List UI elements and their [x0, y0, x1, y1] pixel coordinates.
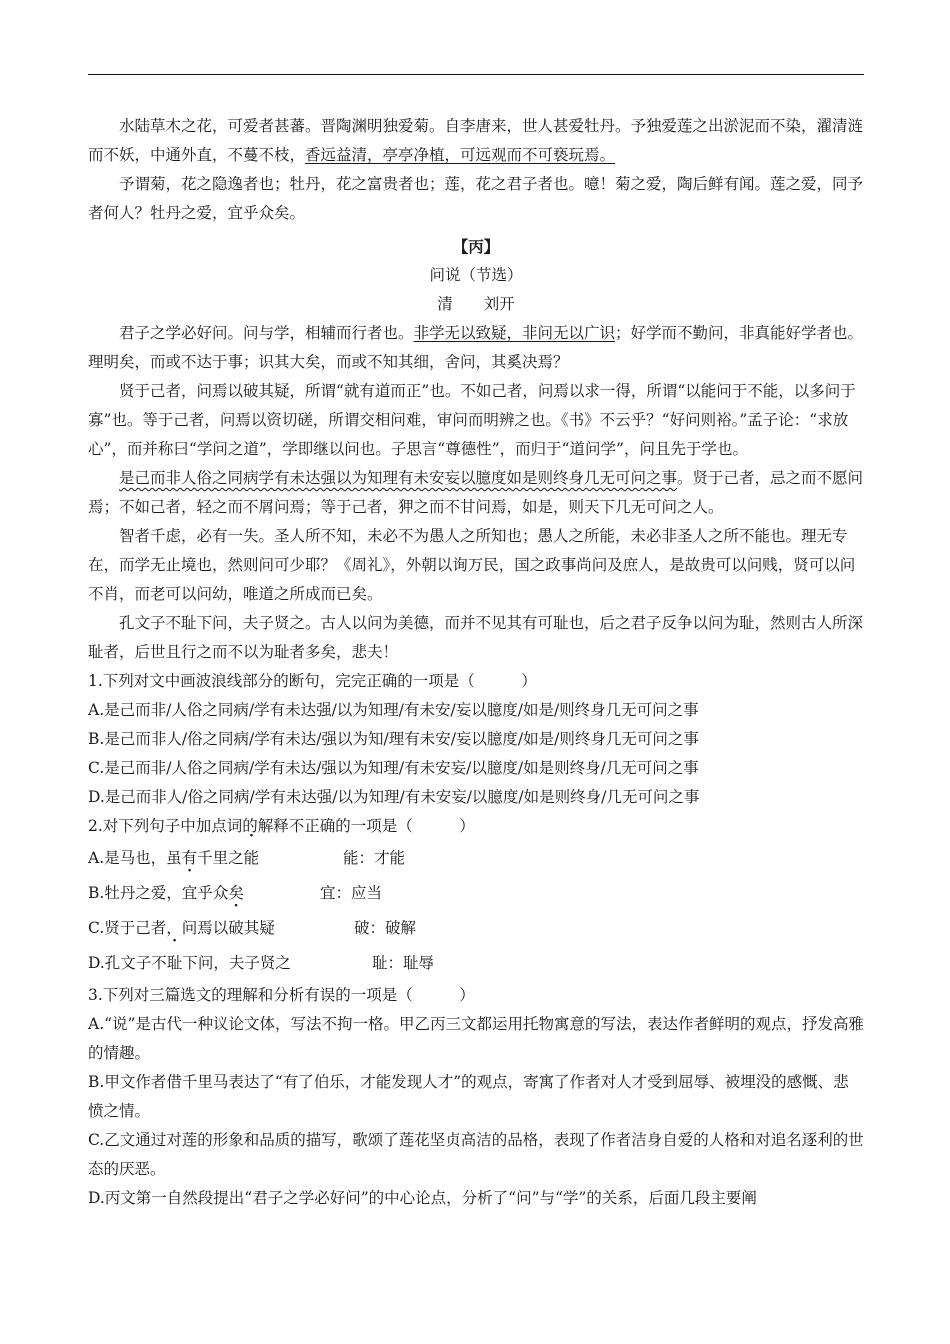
yi-paragraph-2: 予谓菊，花之隐逸者也；牡丹，花之富贵者也；莲，花之君子者也。噫！菊之爱，陶后鲜有闻。莲之爱，同予者何人？牡丹之爱，宜乎众矣。: [88, 175, 864, 222]
q2d-definition: 耻：耻辱: [372, 954, 435, 972]
q2b-dotted-word: 宜: [181, 884, 198, 902]
question-3-option-d: D.丙文第一自然段提出“君子之学必好问”的中心论点，分析了“问”与“学”的关系，后面几段主要阐: [88, 1189, 757, 1207]
bing-paragraph-5: 孔文子不耻下问，夫子贤之。古人以问为美德，而并不见其有可耻也，后之君子反争以问为耻，然则古人所深耻者，后世且行之而不以为耻者多矣，悲夫！: [88, 614, 864, 661]
question-1-option-d: D.是己而非人/俗之同病/学有未达强/以为知理/有未安妄/以臆度/如是则终身/几无可问之事: [88, 788, 700, 806]
q2a-pre: A.是马也，虽有千里之: [88, 849, 244, 867]
yi-p1-text: 水陆草木之花，可爱者甚蕃。晋陶渊明独爱菊。自李唐来，世人甚爱牡丹。予独爱莲之出淤泥而不染，濯清涟而不妖，中通外直，不蔓不枝，: [88, 117, 864, 164]
q2a-definition: 能：才能: [343, 849, 406, 867]
bing-paragraph-1: [88, 319, 864, 377]
yi-paragraph-1: [88, 112, 864, 170]
header-rule: [88, 74, 864, 75]
question-2-option-b: [88, 876, 864, 911]
question-1-stem: 1.下列对文中画波浪线部分的断句，完完正确的一项是（ ）: [88, 672, 537, 690]
question-3-option-c: C.乙文通过对莲的形象和品质的描写，歌颂了莲花坚贞高洁的品格，表现了作者洁身自爱的人格和对追名逐利的世态的厌恶。: [88, 1131, 864, 1178]
bing-p1-text: 君子之学必好问。问与学，相辅而行者也。: [119, 324, 414, 342]
q2c-post: 其疑: [243, 919, 275, 937]
bing-p3-after: 。贤于己者，忌之而不愿问焉；不如己者，轻之而不屑问焉；等于己者，狎之而不甘问焉，如是，则天下几无可问之人。: [88, 469, 864, 516]
q2b-pre: B.牡丹之爱，: [88, 884, 182, 902]
question-1-option-c: C.是己而非/人俗之同病/学有未达/强以为知理/有未安妄/以臆度/如是则终身/几无可问之事: [88, 759, 699, 777]
q2c-dotted-word: 破: [228, 919, 244, 937]
yi-p1-underlined: 香远益清，亭亭净植，可远观而不可亵玩焉。: [305, 146, 616, 164]
q2d-dotted-word: 耻: [166, 954, 183, 972]
question-2-option-d: [88, 946, 864, 981]
q2c-definition: 破：破解: [354, 919, 417, 937]
bing-author: 清 刘开: [437, 295, 515, 313]
document-body: [88, 112, 864, 1213]
question-2-option-c: [88, 911, 864, 946]
bing-p1-after: ；好学而不勤问，非真能好学者也。理明矣，而或不达于事；识其大矣，而或不知其细，舍问，其奚决焉？: [88, 324, 864, 371]
bing-p1-underlined: 非学无以致疑，非问无以广识: [413, 324, 616, 342]
question-2-option-a: [88, 841, 864, 876]
question-2-stem: 2.对下列句子中加点词的解释不正确的一项是（ ）: [88, 817, 475, 835]
q2b-post: 乎众矣: [197, 884, 244, 902]
bing-p3-wavy: 是己而非人俗之同病学有未达强以为知理有未安妄以臆度如是则终身几无可问之事: [119, 469, 678, 487]
bing-paragraph-3: [88, 464, 864, 522]
q2a-dotted-word: 能: [243, 849, 260, 867]
bing-paragraph-4: 智者千虑，必有一失。圣人所不知，未必不为愚人之所知也；愚人之所能，未必非圣人之所不能也。理无专在，而学无止境也，然则问可少耶？《周礼》，外朝以询万民，国之政事尚问及庶人，是故贵可以问贱，贤可以问不肖，而老可以问幼，唯道之所成而已矣。: [88, 527, 856, 603]
question-1-option-a: A.是己而非/人俗之同病/学有未达强/以为知理/有未安/妄以臆度/如是/则终身几无可问之事: [88, 701, 699, 719]
bing-label: 【丙】: [452, 237, 500, 256]
bing-title: 问说（节选）: [429, 266, 523, 284]
question-1-option-b: B.是己而非人/俗之同病/学有未达/强以为知/理有未安/妄以臆度/如是/则终身几无可问之事: [88, 730, 699, 748]
question-3-option-a: A.“说”是古代一种议论文体，写法不拘一格。甲乙丙三文都运用托物寓意的写法，表达作者鲜明的观点，抒发高雅的情趣。: [88, 1015, 864, 1062]
question-3-stem: 3.下列对三篇选文的理解和分析有误的一项是（ ）: [88, 986, 475, 1004]
question-3-option-b: B.甲文作者借千里马表达了“有了伯乐，才能发现人才”的观点，寄寓了作者对人才受到屈辱、被埋没的感慨、悲愤之情。: [88, 1073, 849, 1120]
q2c-pre: C.贤于己者，问焉以: [88, 919, 229, 937]
q2b-definition: 宜：应当: [320, 884, 383, 902]
q2d-pre: D.孔文子不: [88, 954, 167, 972]
q2d-post: 下问，夫子贤之: [182, 954, 291, 972]
bing-paragraph-2: 贤于己者，问焉以破其疑，所谓“就有道而正”也。不如己者，问焉以求一得，所谓“以能问于不能，以多问于寡”也。等于己者，问焉以资切磋，所谓交相问难，审问而明辨之也。《书》不云乎？“好问则裕。”孟子论：“求放心”，而并称曰“学问之道”，学即继以问也。子思言“尊德性”，而归于“道问学”，问且先于学也。: [88, 382, 856, 458]
